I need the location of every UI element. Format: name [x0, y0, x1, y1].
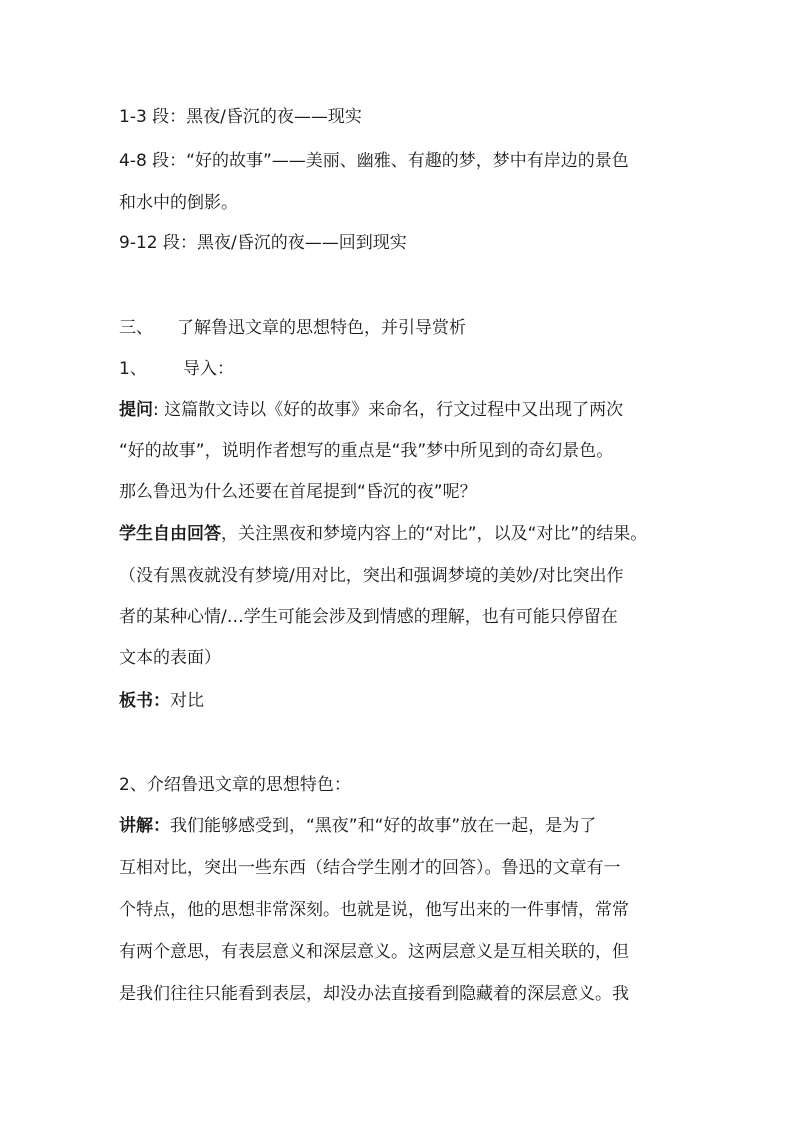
student-line3: 者的某种心情/…学生可能会涉及到情感的理解，也有可能只停留在 — [119, 607, 618, 627]
student-line4: 文本的表面） — [119, 648, 221, 668]
lecture-line1 — [119, 814, 699, 838]
lecture-line2: 互相对比，突出一些东西（结合学生刚才的回答）。鲁迅的文章有一 — [119, 858, 621, 878]
summary-part1: 1-3 段：黑夜/昏沉的夜——现实 — [119, 107, 362, 127]
lecture-text-line1: 我们能够感受到，“黑夜”和“好的故事”放在一起，是为了 — [170, 816, 597, 836]
lecture-label: 讲解： — [119, 816, 170, 836]
board-line — [119, 689, 699, 713]
student-text-line1: ，关注黑夜和梦境内容上的“对比”，以及“对比”的结果。 — [221, 524, 648, 544]
lecture-line4: 有两个意思，有表层意义和深层意义。这两层意义是互相关联的，但 — [119, 942, 629, 962]
student-line1 — [119, 522, 699, 546]
question-line1 — [119, 398, 699, 422]
lecture-line5: 是我们往往只能看到表层，却没办法直接看到隐藏着的深层意义。我 — [119, 984, 629, 1004]
lecture-line3: 个特点，他的思想非常深刻。也就是说，他写出来的一件事情，常常 — [119, 900, 629, 920]
item1-title: 导入： — [183, 359, 234, 379]
item2-heading: 2、介绍鲁迅文章的思想特色： — [119, 775, 351, 795]
question-label: 提问 — [119, 400, 153, 420]
board-label: 板书： — [119, 691, 170, 711]
board-text: 对比 — [170, 691, 204, 711]
summary-part3: 9-12 段：黑夜/昏沉的夜——回到现实 — [119, 233, 407, 253]
student-label: 学生自由回答 — [119, 524, 221, 544]
summary-part2-line1: 4-8 段：“好的故事”——美丽、幽雅、有趣的梦，梦中有岸边的景色 — [119, 151, 629, 171]
question-text-line1: : 这篇散文诗以《好的故事》来命名，行文过程中又出现了两次 — [153, 400, 624, 420]
item1-number: 1、 — [119, 359, 147, 379]
summary-part2-line2: 和水中的倒影。 — [119, 193, 238, 213]
section3-number: 三、 — [119, 318, 153, 338]
section3-heading — [119, 316, 699, 340]
section3-title: 了解鲁迅文章的思想特色，并引导赏析 — [177, 318, 466, 338]
question-line3: 那么鲁迅为什么还要在首尾提到“昏沉的夜”呢？ — [119, 482, 477, 502]
student-line2: （没有黑夜就没有梦境/用对比，突出和强调梦境的美妙/对比突出作 — [119, 566, 624, 586]
item1-heading — [119, 357, 699, 381]
question-line2: “好的故事”，说明作者想写的重点是“我”梦中所见到的奇幻景色。 — [119, 441, 614, 461]
